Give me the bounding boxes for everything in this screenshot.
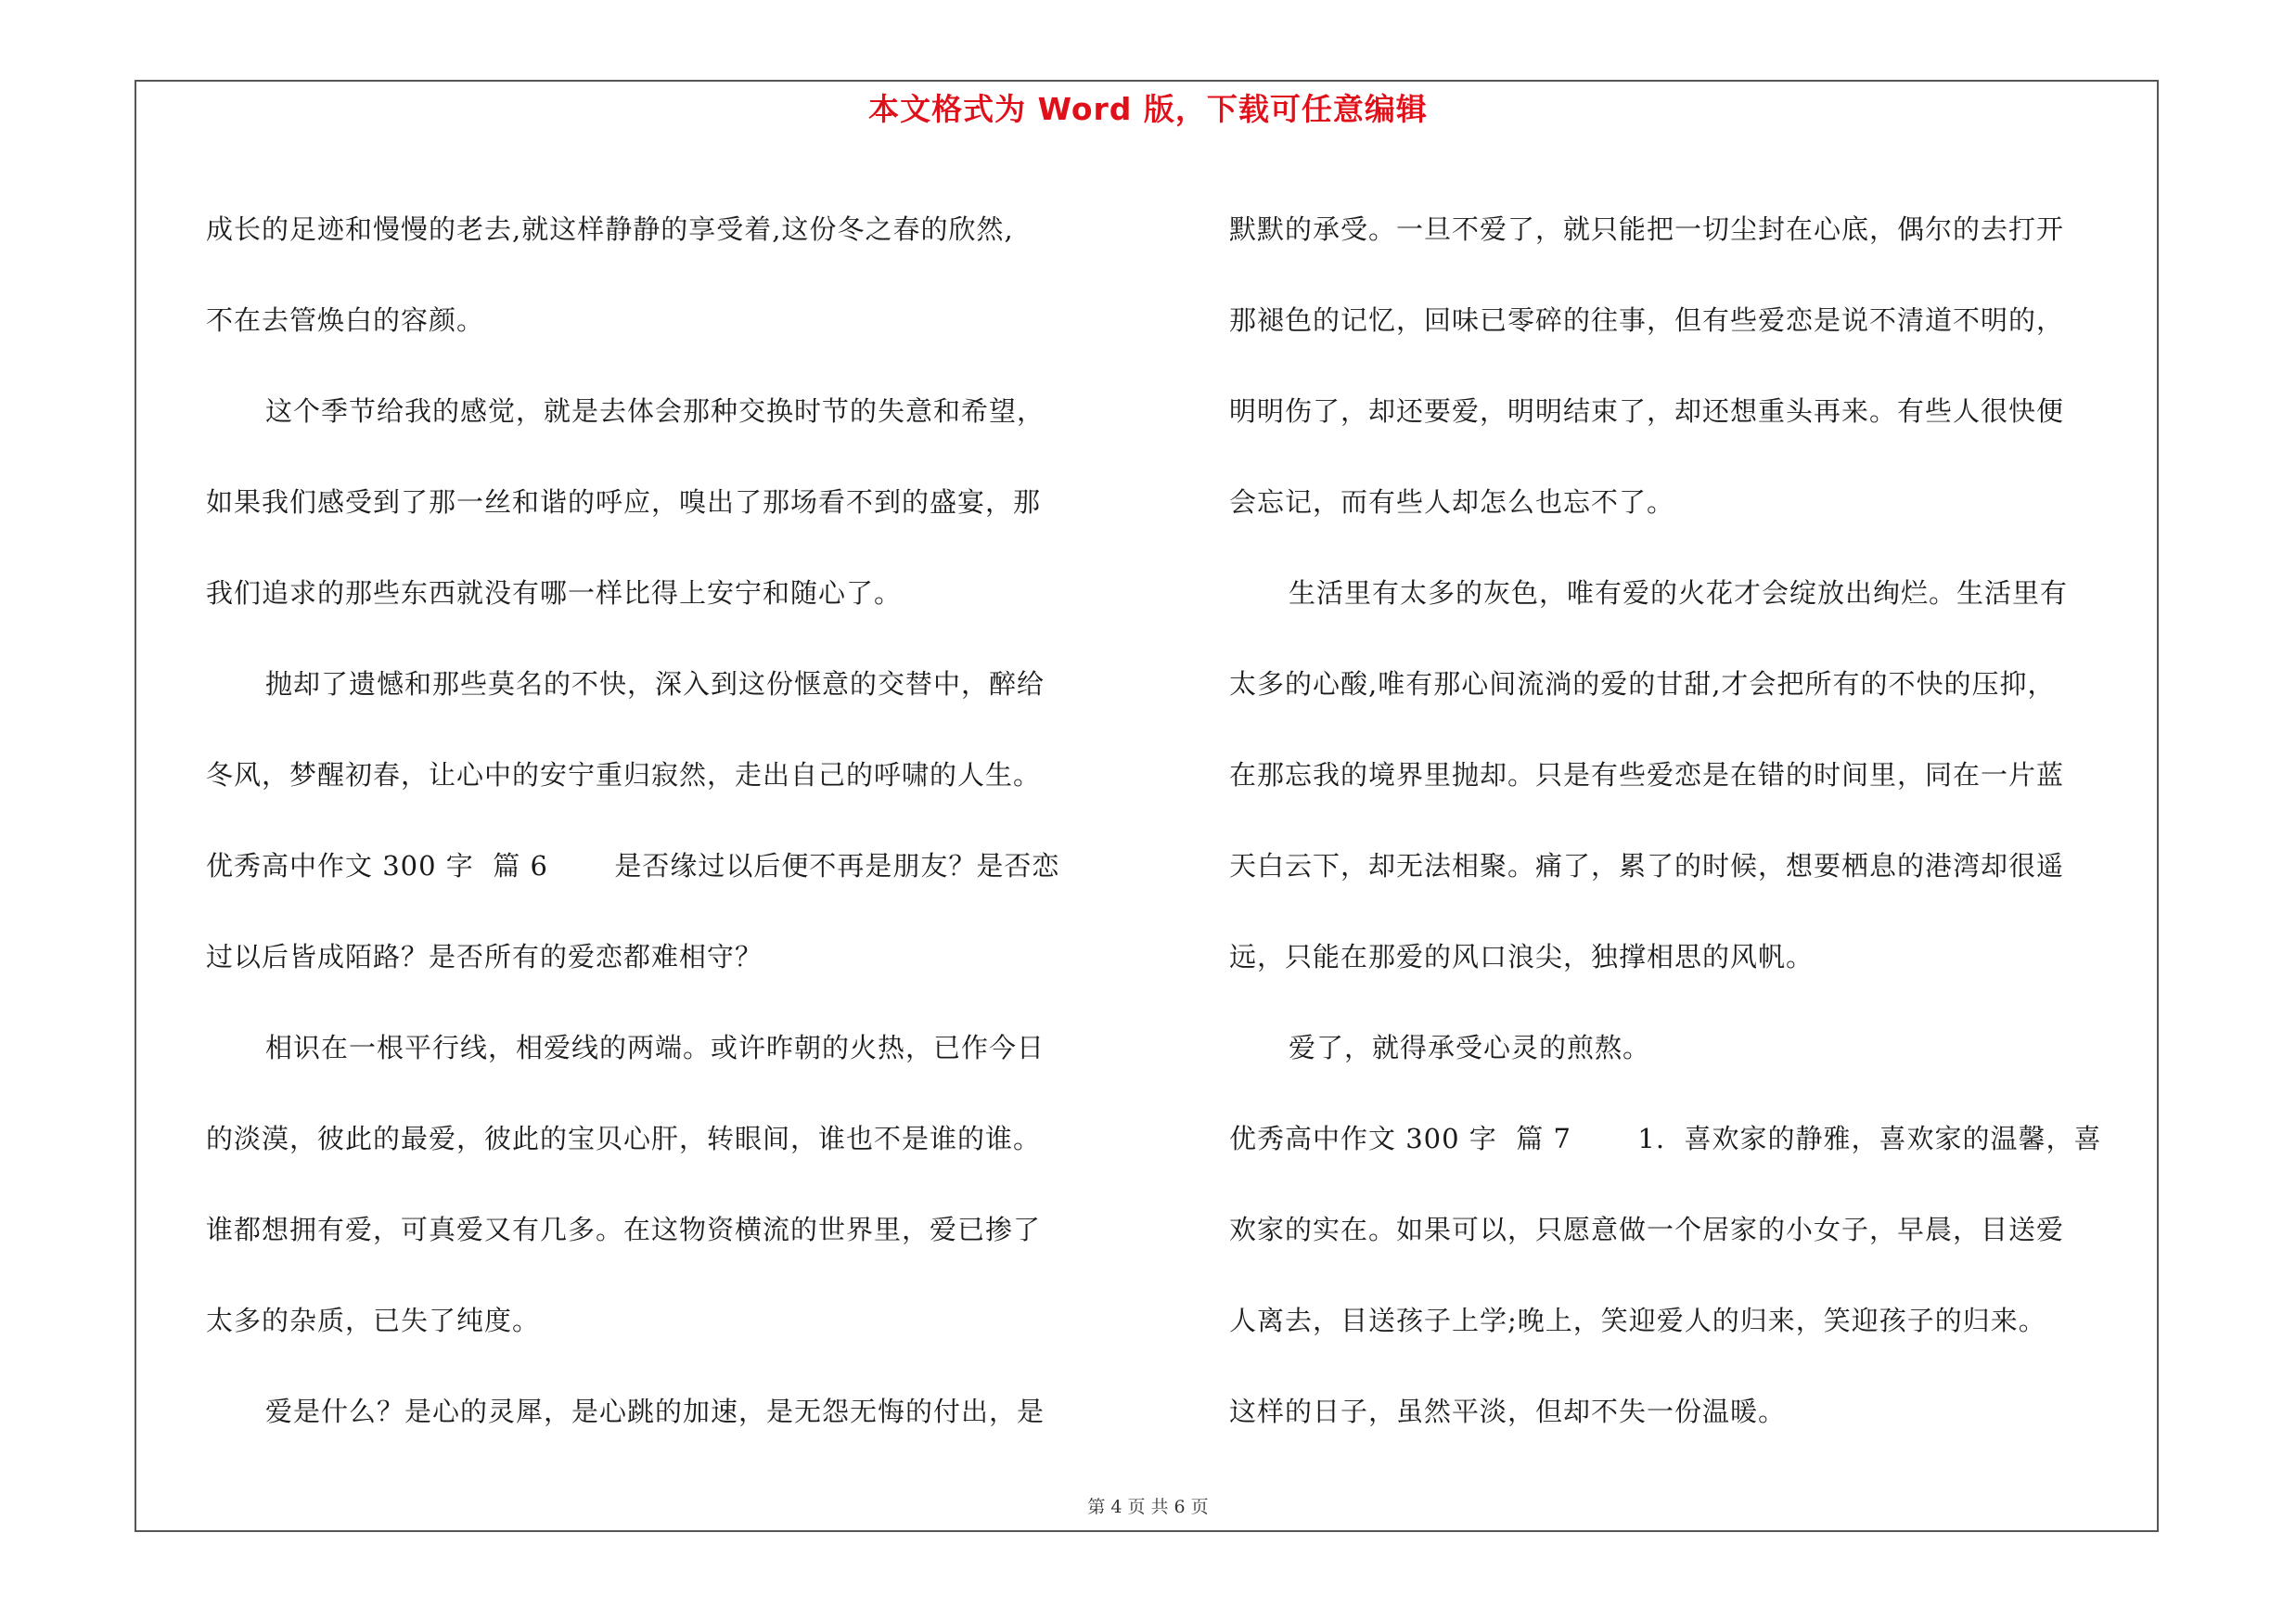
- text-line: 在那忘我的境界里抛却。只是有些爱恋是在错的时间里，同在一片蓝: [1229, 759, 2065, 791]
- text-line: 太多的心酸,唯有那心间流淌的爱的甘甜,才会把所有的不快的压抑，: [1229, 668, 2056, 700]
- page-number-footer: 第 4 页 共 6 页: [1087, 1497, 1209, 1517]
- text-line: 天白云下，却无法相聚。痛了，累了的时候，想要栖息的港湾却很遥: [1229, 850, 2065, 882]
- text-line: 过以后皆成陌路？是否所有的爱恋都难相守？: [206, 941, 763, 973]
- text-line: 生活里有太多的灰色，唯有爱的火花才会绽放出绚烂。生活里有: [1289, 577, 2069, 609]
- text-line: 太多的杂质，已失了纯度。: [206, 1305, 541, 1336]
- left-column: [206, 184, 1134, 1457]
- text-line: 那褪色的记忆，回味已零碎的往事，但有些爱恋是说不清道不明的，: [1229, 304, 2065, 336]
- right-column: [1229, 184, 2161, 1457]
- text-line: 谁都想拥有爱，可真爱又有几多。在这物资横流的世界里，爱已掺了: [206, 1214, 1042, 1245]
- text-line: 远，只能在那爱的风口浪尖，独撑相思的风帆。: [1229, 941, 1815, 973]
- essay-heading-line: 优秀高中作文 300 字 篇 6 是否缘过以后便不再是朋友？是否恋: [206, 850, 1060, 882]
- text-line: 明明伤了，却还要爱，明明结束了，却还想重头再来。有些人很快便: [1229, 395, 2065, 427]
- text-line: 抛却了遗憾和那些莫名的不快，深入到这份惬意的交替中，醉给: [265, 668, 1045, 700]
- header-banner: 本文格式为 Word 版，下载可任意编辑: [868, 91, 1428, 127]
- essay-heading-line: 优秀高中作文 300 字 篇 7 1. 喜欢家的静雅，喜欢家的温馨，喜: [1229, 1123, 2102, 1154]
- text-line: 冬风，梦醒初春，让心中的安宁重归寂然，走出自己的呼啸的人生。: [206, 759, 1042, 791]
- text-line: 这样的日子，虽然平淡，但却不失一份温暖。: [1229, 1396, 1787, 1427]
- text-line: 这个季节给我的感觉，就是去体会那种交换时节的失意和希望，: [265, 395, 1045, 427]
- text-line: 人离去，目送孩子上学;晚上，笑迎爱人的归来，笑迎孩子的归来。: [1229, 1305, 2046, 1336]
- text-line: 的淡漠，彼此的最爱，彼此的宝贝心肝，转眼间，谁也不是谁的谁。: [206, 1123, 1042, 1154]
- text-line: 不在去管焕白的容颜。: [206, 304, 485, 336]
- text-line: 成长的足迹和慢慢的老去,就这样静静的享受着,这份冬之春的欣然,: [206, 213, 1014, 245]
- text-line: 我们追求的那些东西就没有哪一样比得上安宁和随心了。: [206, 577, 903, 609]
- text-line: 爱了，就得承受心灵的煎熬。: [1289, 1032, 1651, 1063]
- text-line: 欢家的实在。如果可以，只愿意做一个居家的小女子，早晨，目送爱: [1229, 1214, 2065, 1245]
- text-line: 会忘记，而有些人却怎么也忘不了。: [1229, 486, 1675, 518]
- text-line: 相识在一根平行线，相爱线的两端。或许昨朝的火热，已作今日: [265, 1032, 1045, 1063]
- text-line: 如果我们感受到了那一丝和谐的呼应，嗅出了那场看不到的盛宴，那: [206, 486, 1042, 518]
- text-line: 爱是什么？是心的灵犀，是心跳的加速，是无怨无悔的付出，是: [265, 1396, 1045, 1427]
- text-line: 默默的承受。一旦不爱了，就只能把一切尘封在心底，偶尔的去打开: [1229, 213, 2065, 245]
